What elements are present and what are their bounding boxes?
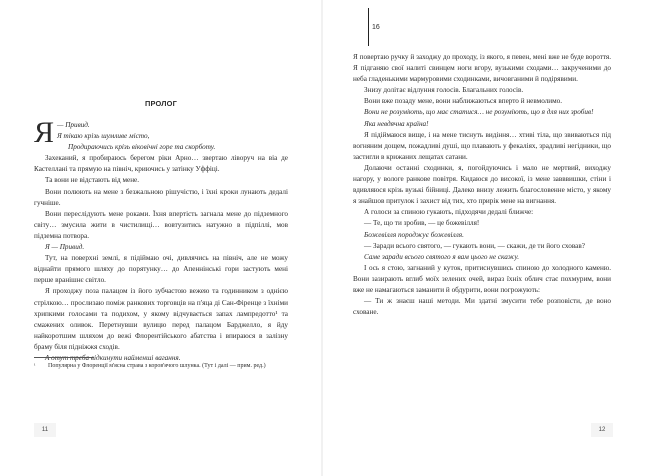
paragraph xyxy=(353,163,611,207)
paragraph-text: Я підіймаюся вище, і на мене тиснуть видіння… хтиві тіла, що звиваються під вогняним дощем, пожадливі душі, що плавають у фекаліях, зрадливі негідники, що застигли в крижаних лещатах сатани. xyxy=(353,130,611,161)
footnote xyxy=(34,362,288,371)
paragraph xyxy=(34,253,288,286)
right-page xyxy=(323,0,645,476)
paragraph-text: Я повертаю ручку й заходжу до проходу, із якого, я певен, мені вже не буде вороття. Я підганяю свої налиті свинцем ноги вгору, вузькими сходами… закрученими до неба гладенькими мармуровими сходинками, вичовганими й подірявими. xyxy=(353,53,611,84)
paragraph xyxy=(34,131,288,142)
chapter-title: ПРОЛОГ xyxy=(144,99,178,108)
paragraph-text: — Заради всього святого, — гукають вони, — скажи, де ти його сховав? xyxy=(364,241,585,250)
paragraph xyxy=(353,96,611,107)
running-head-rule xyxy=(368,8,369,46)
footnote-text: Популярна у Флоренції м'ясна страва з коров'ячого шлунка. (Тут і далі — прим. ред.) xyxy=(48,363,266,369)
paragraph xyxy=(34,286,288,353)
left-page xyxy=(0,0,322,476)
paragraph xyxy=(353,119,611,130)
paragraph xyxy=(353,230,611,241)
paragraph-text: А отут треба відкинути найменші вагання. xyxy=(45,353,181,362)
paragraph-text: Вони не розуміють, що має статися… не розуміють, що я для них зробив! xyxy=(364,108,594,117)
paragraph xyxy=(353,52,611,85)
paragraph-text: Я проходжу поза палацом із його зубчастою вежею та годинником з однією стрілкою… прослизаю поміж ранкових торговців на п'яца ді Сан-Фіренце з їхніми хрипкими голосами та подихом, у якому відчувається запах лампредотто¹ та смажених оливок. Перетнувши вулицю перед палацом Барджелло, я йду найкоротшим шляхом до вежі Флорентійського абатства і впираюся в залізну браму біля підніжжя сходів. xyxy=(34,287,288,351)
paragraph-text: Яка невдячна країна! xyxy=(364,119,429,128)
paragraph-text: — Те, що ти зробив, — це божевілля! xyxy=(364,219,480,228)
drop-cap: Я xyxy=(34,116,55,149)
paragraph xyxy=(34,175,288,186)
paragraph xyxy=(353,130,611,163)
paragraph-text: — Привид. xyxy=(57,121,90,129)
paragraph xyxy=(353,252,611,263)
footnote-rule xyxy=(34,357,94,358)
page-number-left: 11 xyxy=(34,423,56,437)
paragraph xyxy=(34,153,288,175)
paragraph xyxy=(34,209,288,242)
page-number-right: 12 xyxy=(591,423,613,437)
paragraph-text: Вони полюють на мене з безжальною рішучістю, і їхні кроки лунають дедалі гучніше. xyxy=(34,187,288,207)
paragraph xyxy=(353,218,611,229)
left-page-text xyxy=(34,116,288,364)
paragraph-text: Долаючи останні сходинки, я, погойдуючись і мало не мертвий, виходжу нагору, у вологе ранкове повітря. Кидаюся до високої, із мене завввишки, стіни і вдивляюся крізь вузькі бійниці. Далеко внизу лежить благословенне місто, у якому я знайшов притулок і захист від тих, хто прирік мене на вигнання. xyxy=(353,163,611,206)
paragraph xyxy=(353,207,611,218)
paragraph-text: І ось я стою, загнаний у куток, притиснувшись спиною до холодного каменю. Вони зазирають вглиб моїх зелених очей, вираз їхніх облич стає похмурим, вони вже не намагаються заманити й обдурити, вони погрожують: xyxy=(353,263,611,294)
paragraph xyxy=(353,85,611,96)
right-page-text xyxy=(353,52,611,318)
paragraph-text: Божевілля породжує божевілля. xyxy=(364,230,464,239)
paragraph xyxy=(353,263,611,296)
paragraph-text: Продираючись крізь віковічні горе та скорботу. xyxy=(68,143,216,152)
running-head: 16 xyxy=(372,24,380,31)
paragraph-text: Вони вже позаду мене, вони наближаються вперто й невмолимо. xyxy=(364,97,563,106)
paragraph-text: Знизу долітає відлуння голосів. Благальних голосів. xyxy=(364,86,524,95)
paragraph xyxy=(353,296,611,318)
paragraph xyxy=(353,241,611,252)
paragraph xyxy=(34,242,288,253)
paragraph-text: Саме заради всього святого я вам цього не скажу. xyxy=(364,252,520,261)
paragraph xyxy=(353,107,611,118)
paragraph-text: Та вони не відстають від мене. xyxy=(45,176,140,185)
paragraph-text: — Ти ж знаєш наші методи. Ми здатні змусити тебе розповісти, де воно сховане. xyxy=(353,297,611,317)
paragraph xyxy=(34,187,288,209)
paragraph-text: Я тікаю крізь шумливе місто, xyxy=(57,132,150,141)
paragraph-text: Я — Привид. xyxy=(45,243,85,252)
paragraph xyxy=(34,142,288,153)
paragraph-text: Вони переслідують мене роками. Їхня впертість загнала мене до підземного світу… змусила жити в чистилищі… вовтузитись натужно в підпіллі, мов підземна потвора. xyxy=(34,209,288,240)
paragraph-text: Тут, на поверхні землі, я підіймаю очі, дивлячись на північ, але не можу віднайти прямого шляху до порятунку… до Апеннінські гори застують мені перше вранішнє світло. xyxy=(34,254,288,285)
footnote-number: ¹ xyxy=(34,364,36,369)
paragraph-text: А голоси за спиною гукають, підходячи дедалі ближче: xyxy=(364,208,534,217)
paragraph-text: Захеканий, я пробираюсь берегом ріки Арно… звертаю ліворуч на віа де Кастеллані та прямую на північ, криючись у затінку Уффіці. xyxy=(34,154,288,174)
